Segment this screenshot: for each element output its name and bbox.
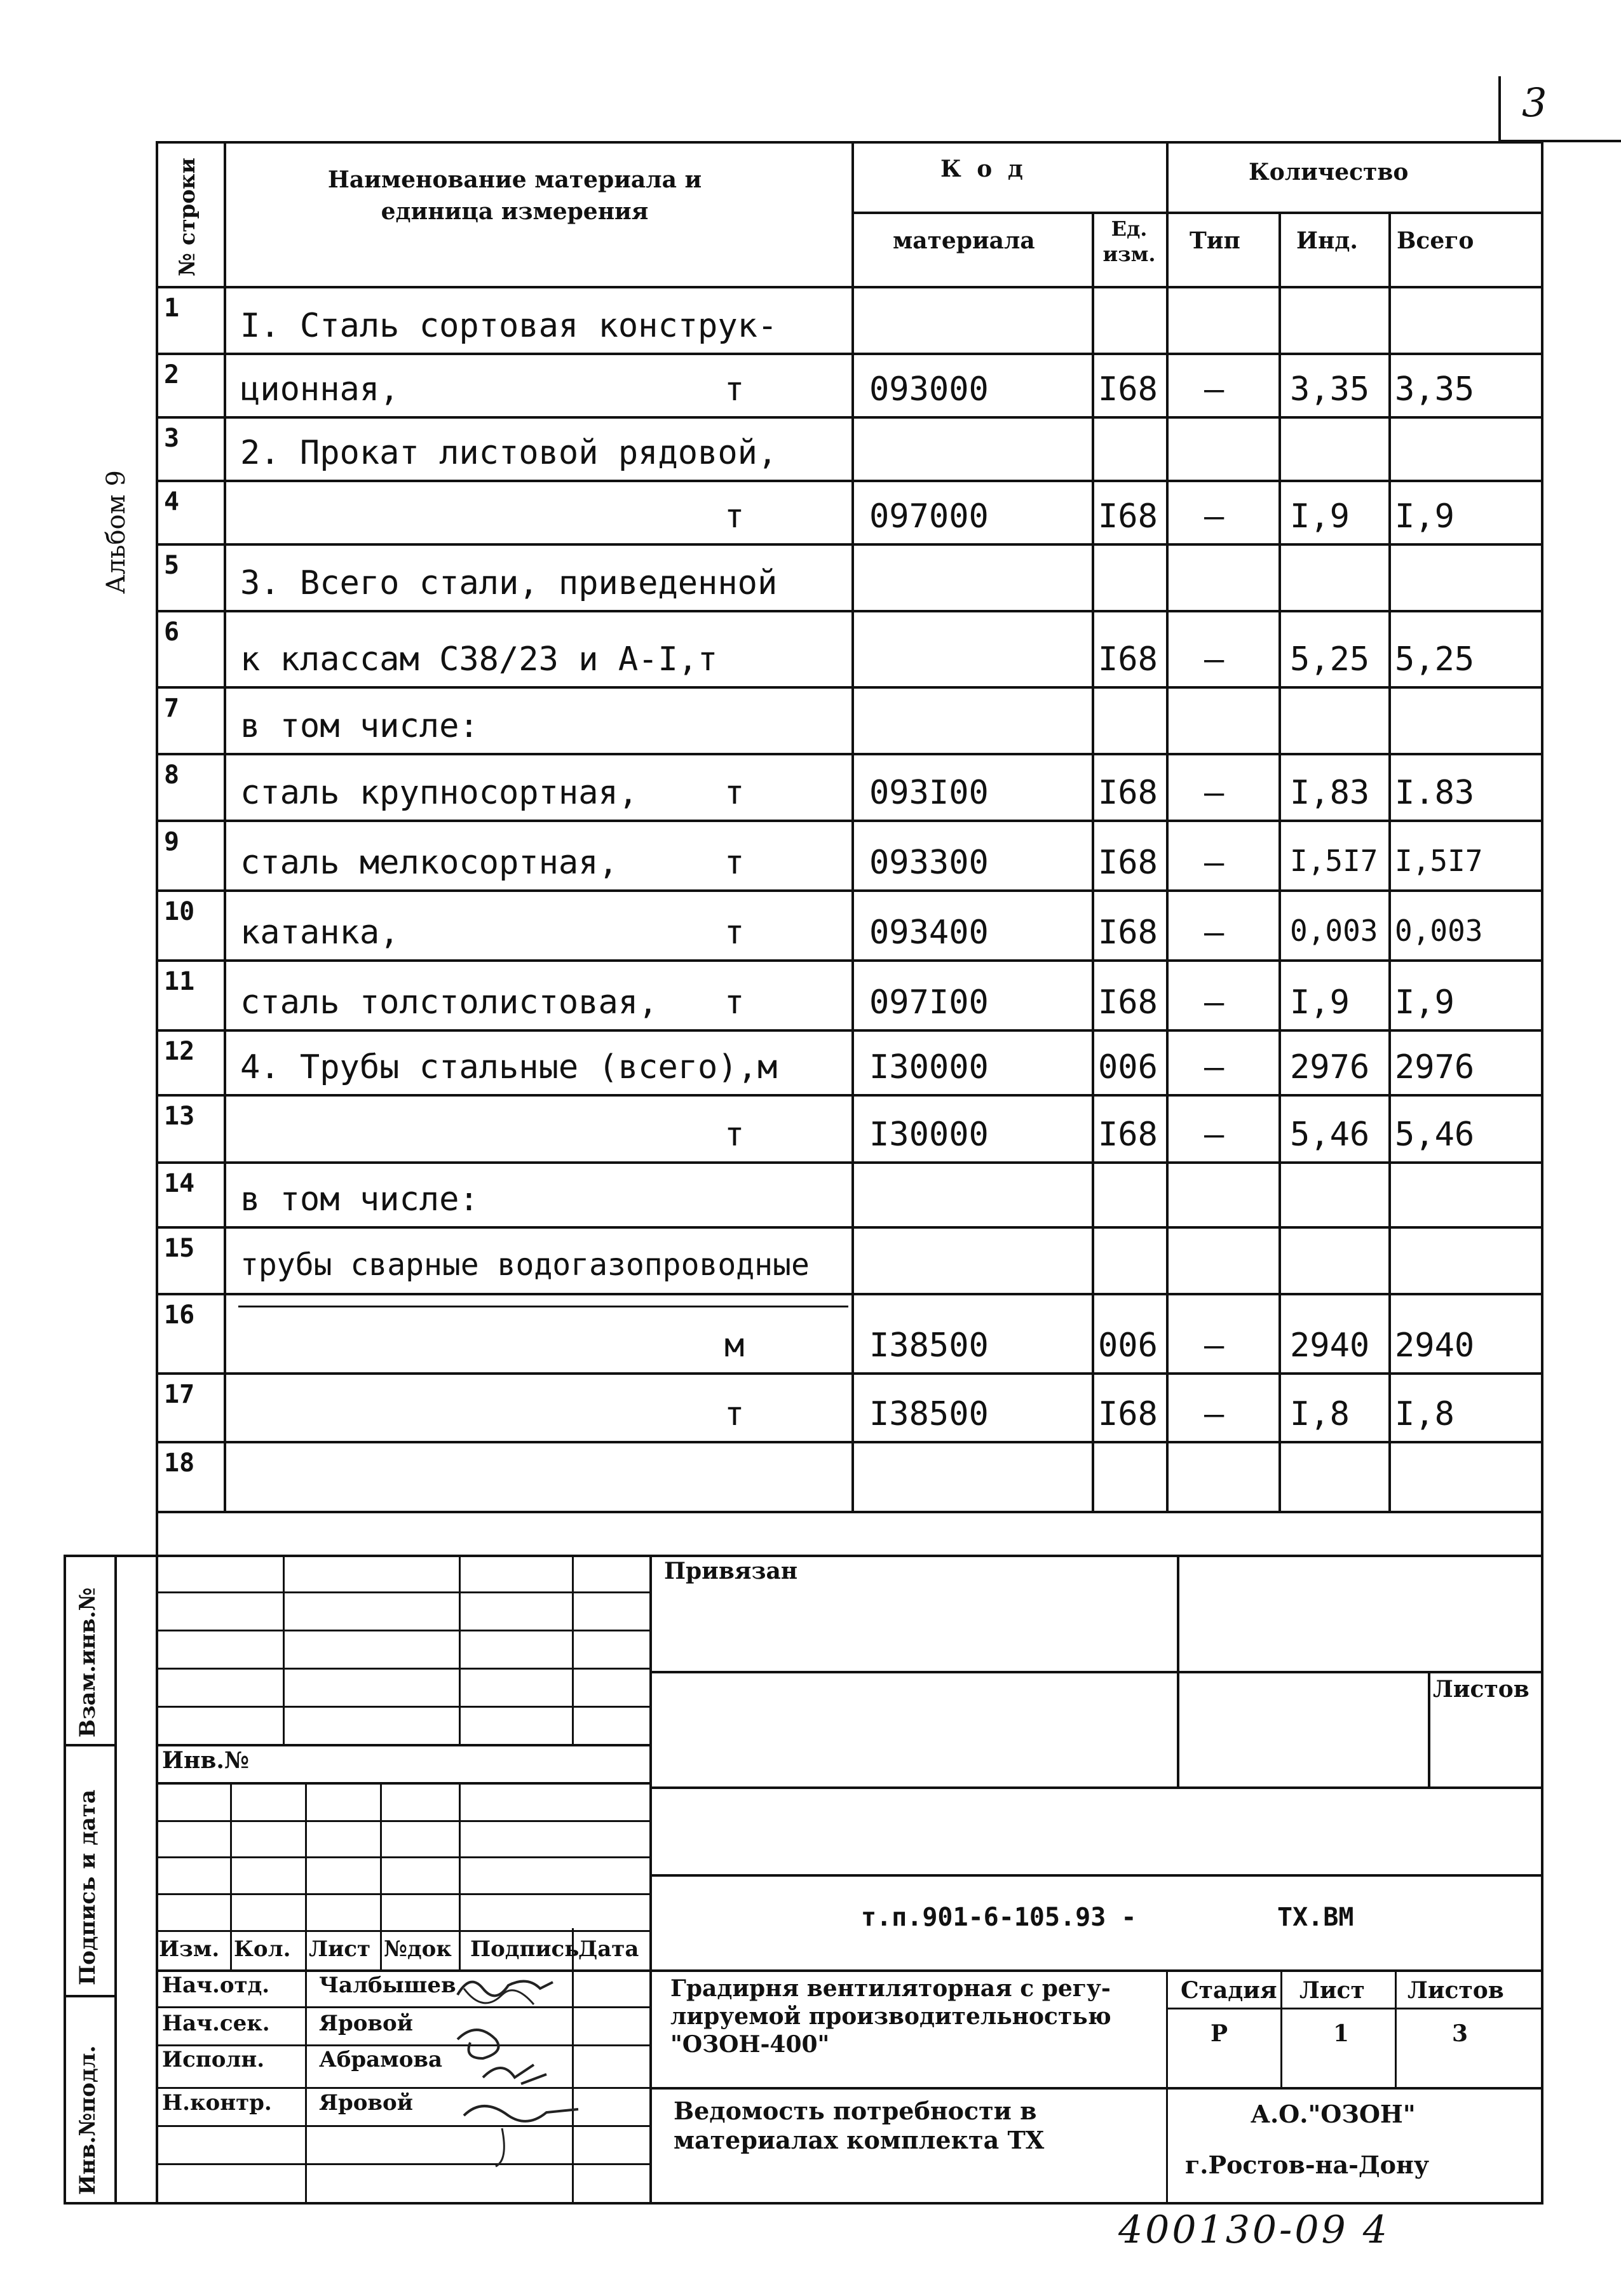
header-name: Наименование материала и единица измерения [327,166,702,225]
row-name: сталь толстолистовая, [240,983,658,1022]
row-divider [156,1511,1543,1513]
row-name: I. Сталь сортовая конструк- [240,307,778,345]
revision-col-3: №док [384,1936,452,1962]
signer-name: Яровой [319,2090,413,2116]
row-divider [156,416,1543,419]
row-divider [156,353,1543,355]
row-name: катанка, [240,914,400,952]
signer-role: Исполн. [162,2047,265,2072]
signer-role: Н.контр. [162,2090,272,2116]
row-ind: 5,25 [1290,640,1370,679]
row-number: 1 [164,294,180,323]
header-unit: Ед. изм. [1102,217,1156,266]
header-total: Всего [1397,227,1474,254]
row-number: 6 [164,618,180,647]
row-name: 2. Прокат листовой рядовой, [240,434,778,472]
side-podpis: Подпись и дата [75,1789,100,1985]
row-code: I38500 [869,1395,989,1433]
row-code: I30000 [869,1048,989,1086]
row-total: 0,003 [1395,914,1483,948]
title-main: Градирня вентиляторная с регу-лируемой производительностью "ОЗОН-400" [670,1975,1111,2058]
row-code: 097000 [869,497,989,536]
side-vzam: Взам.инв.№ [75,1587,100,1738]
row-number: 8 [164,760,180,790]
doc-code: т.п.901-6-105.93 - [861,1903,1137,1932]
row-divider [156,1161,1543,1164]
row-number: 3 [164,424,180,453]
row-number: 15 [164,1234,195,1263]
row-name: ционная, [240,370,400,409]
row-total: 5,25 [1395,640,1475,679]
row-code: I30000 [869,1116,989,1154]
row-code: 093000 [869,370,989,409]
row-type: – [1204,1048,1224,1086]
row-total: 5,46 [1395,1116,1475,1154]
side-inv: Инв.№подл. [75,2045,100,2195]
row-number: 4 [164,487,180,517]
row-unit: I68 [1098,640,1158,679]
row-type: – [1204,844,1224,882]
row-unit: I68 [1098,983,1158,1022]
row-name: к классам С38/23 и А-I,т [240,640,718,679]
row-divider [156,610,1543,612]
header-material: материала [893,227,1035,254]
row-type: – [1204,497,1224,536]
row-type: – [1204,774,1224,812]
row-type: – [1204,640,1224,679]
row-unit: I68 [1098,844,1158,882]
row-ind: I,83 [1290,774,1370,812]
inv-no: Инв.№ [162,1747,250,1774]
row-ind: I,5I7 [1290,844,1378,878]
row-divider [156,686,1543,689]
row-type: – [1204,1327,1224,1365]
row-type: – [1204,914,1224,952]
row-divider [156,959,1543,962]
row-number: 13 [164,1102,195,1131]
row-name: в том числе: [240,1180,479,1219]
listov-label-top: Листов [1433,1676,1529,1703]
row-number: 14 [164,1169,195,1198]
row-divider [156,1226,1543,1229]
row-unit: I68 [1098,370,1158,409]
header-type: Тип [1190,227,1240,254]
doc-suffix: ТХ.ВМ [1277,1903,1354,1932]
signatures [445,1969,610,2173]
row-code: I38500 [869,1327,989,1365]
signer-name: Чалбышев [319,1973,456,1998]
row-name: сталь крупносортная, [240,774,639,812]
row-name: в том числе: [240,707,479,745]
row-unit-letter: т [724,844,745,882]
revision-col-0: Изм. [159,1936,220,1962]
row-divider [156,753,1543,755]
header-code: К о д [940,156,1027,182]
row-unit: 006 [1098,1327,1158,1365]
row-unit-letter: м [724,1327,745,1365]
row-code: 097I00 [869,983,989,1022]
row-total: I.83 [1395,774,1475,812]
stage-label: Стадия [1181,1977,1277,2004]
row-total: 3,35 [1395,370,1475,409]
page-number: 3 [1522,79,1547,126]
row-unit: 006 [1098,1048,1158,1086]
row-unit-letter: т [724,983,745,1022]
bottom-note: 400130-09 4 [1118,2208,1390,2252]
row-number: 5 [164,551,180,580]
row-divider [156,1094,1543,1097]
revision-col-5: Дата [578,1936,639,1962]
header-ind: Инд. [1296,227,1358,254]
sheet-label: Лист [1299,1977,1365,2004]
row-type: – [1204,1116,1224,1154]
row-code: 093I00 [869,774,989,812]
stage-value: Р [1211,2020,1228,2047]
row-divider [156,1441,1543,1443]
row-divider [156,820,1543,822]
row-unit: I68 [1098,1395,1158,1433]
row-ind: 2940 [1290,1327,1370,1365]
row-divider [156,543,1543,546]
row-type: – [1204,1395,1224,1433]
row-number: 17 [164,1380,195,1409]
row-divider [156,889,1543,892]
row-15-underline [238,1306,848,1307]
row-number: 10 [164,897,195,926]
row-ind: 2976 [1290,1048,1370,1086]
signer-name: Абрамова [319,2047,443,2072]
row-unit-letter: т [724,497,745,536]
signer-name: Яровой [319,2011,413,2036]
row-number: 16 [164,1300,195,1330]
row-total: I,9 [1395,983,1455,1022]
header-qty: Количество [1249,159,1409,186]
row-unit-letter: т [724,774,745,812]
row-ind: 0,003 [1290,914,1378,948]
row-number: 18 [164,1449,195,1478]
signer-role: Нач.отд. [162,1973,270,1998]
sheet-value: 1 [1333,2020,1350,2047]
row-divider [156,480,1543,482]
row-unit: I68 [1098,914,1158,952]
privyazan: Привязан [664,1558,798,1584]
row-ind: I,9 [1290,497,1350,536]
row-unit-letter: т [724,914,745,952]
title-doc: Ведомость потребности в материалах комплекта ТХ [674,2097,1045,2154]
row-unit: I68 [1098,1116,1158,1154]
row-number: 2 [164,360,180,389]
row-unit-letter: т [724,1116,745,1154]
row-total: 2976 [1395,1048,1475,1086]
sheets-value: 3 [1452,2020,1468,2047]
row-number: 11 [164,967,195,996]
org-city: г.Ростов-на-Дону [1185,2151,1430,2179]
row-divider [156,1029,1543,1032]
row-ind: 5,46 [1290,1116,1370,1154]
row-type: – [1204,370,1224,409]
row-name: трубы сварные водогазопроводные [240,1247,810,1283]
row-number: 9 [164,827,180,856]
sheets-label: Листов [1407,1977,1504,2004]
row-unit: I68 [1098,774,1158,812]
row-total: I,5I7 [1395,844,1483,878]
album-label: Альбом 9 [102,470,131,594]
row-code: 093300 [869,844,989,882]
row-total: I,8 [1395,1395,1455,1433]
header-row-no: № строки [175,158,200,276]
row-unit-letter: т [724,370,745,409]
row-ind: I,9 [1290,983,1350,1022]
org-name: А.О."ОЗОН" [1251,2100,1416,2128]
row-type: – [1204,983,1224,1022]
revision-col-4: Подпись [470,1936,580,1962]
row-total: 2940 [1395,1327,1475,1365]
row-number: 7 [164,694,180,723]
row-unit: I68 [1098,497,1158,536]
row-code: 093400 [869,914,989,952]
revision-col-2: Лист [309,1936,371,1962]
row-unit-letter: т [724,1395,745,1433]
row-total: I,9 [1395,497,1455,536]
row-ind: 3,35 [1290,370,1370,409]
row-name: 4. Трубы стальные (всего),м [240,1048,778,1086]
row-divider [156,1372,1543,1375]
row-name: 3. Всего стали, приведенной [240,564,778,602]
row-name: сталь мелкосортная, [240,844,618,882]
row-number: 12 [164,1037,195,1066]
row-ind: I,8 [1290,1395,1350,1433]
revision-col-1: Кол. [234,1936,291,1962]
row-divider [156,1293,1543,1295]
signer-role: Нач.сек. [162,2011,270,2036]
